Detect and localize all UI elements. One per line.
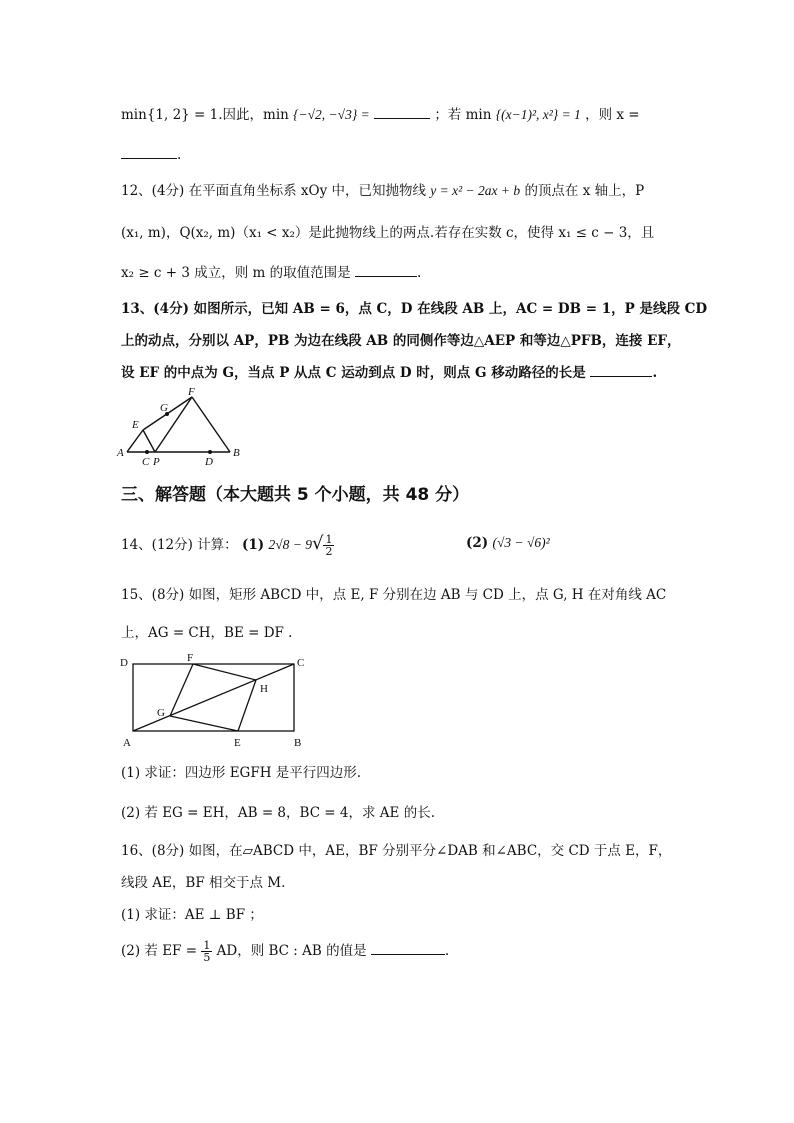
q16-line1: 16、(8分) 如图，在▱ABCD 中，AE，BF 分别平分∠DAB 和∠ABC，交 CD 于点 E，F， xyxy=(121,843,672,859)
q14-fraction xyxy=(323,534,334,557)
q16-fraction-den: 5 xyxy=(203,951,211,964)
q15-sub2: (2) 若 EG = EH，AB = 8，BC = 4，求 AE 的长. xyxy=(121,805,435,821)
q12-line2: (x₁, m)，Q(x₂, m)（x₁ < x₂）是此抛物线上的两点.若存在实数 c，使得 x₁ ≤ c − 3，且 xyxy=(121,225,655,241)
q14-part2 xyxy=(466,534,550,552)
q15-label-e: E xyxy=(234,737,241,749)
q11-expr-d: {(x−1)², x²} = 1 xyxy=(495,107,581,122)
q15-label-b: B xyxy=(294,737,302,749)
q14-sqrt-sign: √ xyxy=(311,533,324,554)
q16-period: . xyxy=(444,943,450,959)
q13-label-a: A xyxy=(117,447,124,459)
q11-line2 xyxy=(121,146,181,164)
q15-label-a: A xyxy=(123,737,131,749)
q12-line3 xyxy=(121,264,421,282)
q16-answer-blank[interactable] xyxy=(371,942,445,955)
q13-point-c xyxy=(145,450,149,454)
q13-segment-ae xyxy=(127,430,143,452)
q16-line2: 线段 AE，BF 相交于点 M. xyxy=(121,875,286,891)
q11-text-c: ；若 min xyxy=(434,107,492,123)
q11-answer-blank-1[interactable] xyxy=(374,106,430,119)
q16-sub2 xyxy=(121,940,449,963)
q16-sub2-text-b: AD，则 BC : AB 的值是 xyxy=(216,943,367,959)
q15-label-f: F xyxy=(187,652,194,664)
q13-figure xyxy=(115,386,245,468)
q16-fraction-num: 1 xyxy=(203,939,211,952)
q13-line1: 13、(4分) 如图所示，已知 AB = 6，点 C，D 在线段 AB 上，AC = DB = 1，P 是线段 CD xyxy=(121,301,708,317)
q16-fraction xyxy=(201,940,212,963)
q13-label-g: G xyxy=(160,402,168,414)
q14-fraction-num: 1 xyxy=(325,533,333,546)
q13-answer-blank[interactable] xyxy=(590,364,652,377)
q13-text-line3: 设 EF 的中点为 G，当点 P 从点 C 运动到点 D 时，则点 G 移动路径的长是 xyxy=(121,365,586,381)
q12-text-c: 的顶点在 x 轴上，P xyxy=(524,183,645,199)
q15-sub1: (1) 求证：四边形 EGFH 是平行四边形. xyxy=(121,765,362,781)
q13-point-d xyxy=(208,450,212,454)
q13-label-b: B xyxy=(233,447,240,459)
q15-label-c: C xyxy=(297,657,305,669)
q15-line2: 上，AG = CH，BE = DF . xyxy=(121,625,293,641)
q16-sub1: (1) 求证：AE ⊥ BF ； xyxy=(121,907,263,923)
q12-text-a: 12、(4分) 在平面直角坐标系 xOy 中，已知抛物线 xyxy=(121,183,426,199)
q13-period: . xyxy=(652,365,658,381)
q15-segment-eg xyxy=(170,716,238,731)
q14-part1-label: (1) xyxy=(241,537,265,553)
q11-expr-b: {−√2, −√3} = xyxy=(293,107,370,122)
q12-text-line3: x₂ ≥ c + 3 成立，则 m 的取值范围是 xyxy=(121,265,351,281)
q11-text-e: ，则 x = xyxy=(585,107,640,123)
q15-segment-gf xyxy=(170,664,193,716)
q11-answer-blank-2[interactable] xyxy=(121,146,177,159)
q15-line1: 15、(8分) 如图，矩形 ABCD 中，点 E, F 分别在边 AB 与 CD 上，点 G, H 在对角线 AC xyxy=(121,587,667,603)
q14-prefix: 14、(12分) 计算： xyxy=(121,537,238,553)
q15-label-g: G xyxy=(157,707,165,719)
q15-label-d: D xyxy=(120,657,128,669)
q16-sub2-text-a: (2) 若 EF = xyxy=(121,943,198,959)
q15-segment-fh xyxy=(193,664,256,680)
q15-diagonal-ac xyxy=(133,664,294,731)
q12-period: . xyxy=(416,265,422,281)
q13-segment-ep xyxy=(143,430,155,452)
q13-line3 xyxy=(121,364,657,382)
q13-line2: 上的动点，分别以 AP，PB 为边在线段 AB 的同侧作等边△AEP 和等边△PFB，连接 EF， xyxy=(121,333,681,349)
q13-label-p: P xyxy=(153,456,160,468)
q15-segment-he xyxy=(238,680,256,731)
q15-figure xyxy=(115,650,315,752)
q12-answer-blank[interactable] xyxy=(355,264,417,277)
q14-part2-label: (2) xyxy=(466,535,489,551)
q11-line1 xyxy=(121,106,640,124)
q12-parabola-expr: y = x² − 2ax + b xyxy=(430,183,521,198)
q13-label-f: F xyxy=(188,386,195,398)
q13-label-c: C xyxy=(142,456,150,468)
q12-line1 xyxy=(121,182,644,200)
q13-label-e: E xyxy=(132,419,139,431)
q13-segment-fb xyxy=(192,397,230,452)
q14-fraction-den: 2 xyxy=(325,545,333,558)
q15-label-h: H xyxy=(260,683,268,695)
q14-part1-expr: 2√8 − 9 xyxy=(268,537,312,552)
q14-line xyxy=(121,534,334,557)
q11-period: . xyxy=(177,147,182,163)
q11-text-a: min{1, 2} = 1.因此，min xyxy=(121,107,289,123)
q14-part2-expr: (√3 − √6)² xyxy=(492,535,550,550)
section3-heading: 三、解答题（本大题共 5 个小题，共 48 分） xyxy=(121,485,470,505)
q13-label-d: D xyxy=(205,456,213,468)
